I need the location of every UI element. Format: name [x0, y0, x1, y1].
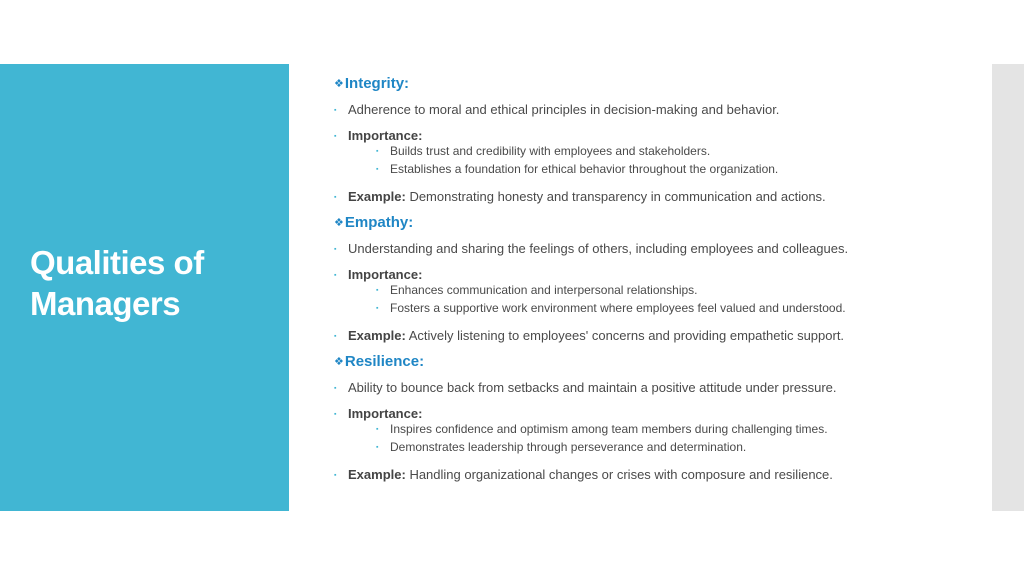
example-label: Example: [348, 467, 406, 482]
importance-item [334, 128, 422, 145]
square-bullet-icon: ▪ [334, 472, 337, 479]
importance-subitem [376, 301, 846, 316]
square-bullet-icon: ▪ [334, 246, 337, 253]
importance-subitem-text: Demonstrates leadership through perseverance and determination. [390, 440, 747, 454]
example-label: Example: [348, 328, 406, 343]
square-bullet-icon: ▪ [376, 166, 379, 173]
square-bullet-icon: ▪ [334, 333, 337, 340]
importance-item [334, 406, 422, 423]
section-heading-text: Resilience: [344, 353, 425, 370]
diamond-bullet-icon: ❖ [334, 356, 344, 368]
square-bullet-icon: ▪ [376, 287, 379, 294]
diamond-bullet-icon: ❖ [334, 217, 344, 229]
importance-subitem-text: Establishes a foundation for ethical behavior throughout the organization. [390, 162, 779, 176]
importance-subitem [376, 144, 710, 159]
square-bullet-icon: ▪ [334, 194, 337, 201]
definition-text: Ability to bounce back from setbacks and maintain a positive attitude under pressure. [348, 380, 837, 395]
importance-subitem [376, 162, 778, 177]
importance-label: Importance: [348, 267, 423, 282]
example-item [334, 467, 833, 484]
square-bullet-icon: ▪ [376, 426, 379, 433]
square-bullet-icon: ▪ [376, 305, 379, 312]
definition-text: Understanding and sharing the feelings of others, including employees and colleagues. [348, 241, 849, 256]
square-bullet-icon: ▪ [376, 148, 379, 155]
importance-subitem-text: Enhances communication and interpersonal relationships. [390, 283, 698, 297]
section-heading-empathy [334, 214, 413, 233]
definition-item [334, 102, 779, 119]
square-bullet-icon: ▪ [334, 107, 337, 114]
section-heading-text: Integrity: [344, 75, 410, 92]
importance-subitem [376, 440, 746, 455]
importance-subitem [376, 422, 828, 437]
importance-subitem-text: Builds trust and credibility with employees and stakeholders. [390, 144, 711, 158]
importance-subitem [376, 283, 698, 298]
example-item [334, 328, 844, 345]
square-bullet-icon: ▪ [376, 444, 379, 451]
definition-item [334, 241, 848, 258]
example-text: Handling organizational changes or crises with composure and resilience. [409, 467, 833, 482]
definition-text: Adherence to moral and ethical principles in decision-making and behavior. [348, 102, 780, 117]
example-item [334, 189, 826, 206]
example-text: Actively listening to employees' concerns and providing empathetic support. [408, 328, 845, 343]
importance-subitem-text: Fosters a supportive work environment where employees feel valued and understood. [390, 301, 846, 315]
section-heading-text: Empathy: [344, 214, 414, 231]
importance-label: Importance: [348, 406, 423, 421]
section-heading-resilience [334, 353, 424, 372]
diamond-bullet-icon: ❖ [334, 78, 344, 90]
square-bullet-icon: ▪ [334, 133, 337, 140]
importance-subitem-text: Inspires confidence and optimism among team members during challenging times. [390, 422, 828, 436]
example-text: Demonstrating honesty and transparency in communication and actions. [409, 189, 826, 204]
slide-title: Qualities of Managers [30, 244, 204, 322]
definition-item [334, 380, 837, 397]
section-heading-integrity [334, 75, 409, 94]
importance-label: Importance: [348, 128, 423, 143]
square-bullet-icon: ▪ [334, 411, 337, 418]
square-bullet-icon: ▪ [334, 385, 337, 392]
importance-item [334, 267, 422, 284]
square-bullet-icon: ▪ [334, 272, 337, 279]
example-label: Example: [348, 189, 406, 204]
